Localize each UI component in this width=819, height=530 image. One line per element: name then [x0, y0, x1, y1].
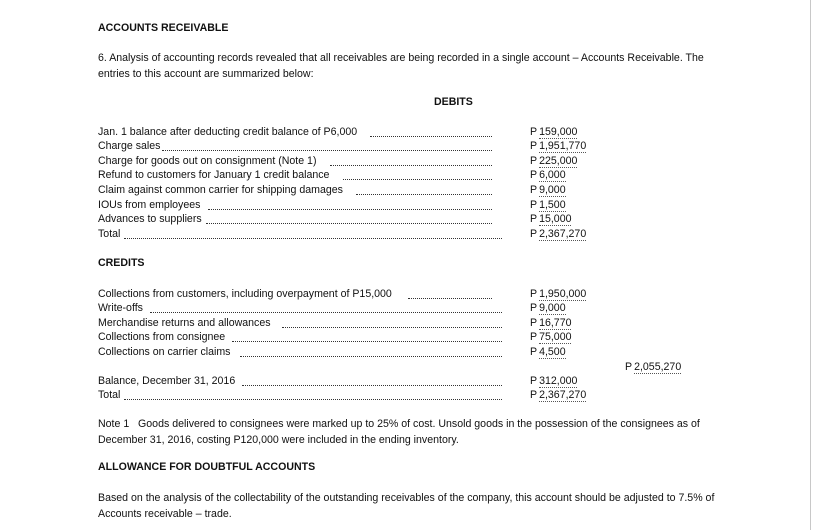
credit-amount: P 9,000 — [530, 302, 566, 314]
intro-paragraph: 6. Analysis of accounting records revealed that all receivables are being recorded in a single account – Accounts Receivable. The entries to this account are summarized below: — [98, 52, 704, 80]
credit-amount: P 4,500 — [530, 346, 566, 358]
debit-row — [98, 125, 492, 139]
debit-label: Charge for goods out on consignment (Note 1) — [98, 155, 317, 167]
debit-amount: P 9,000 — [530, 184, 566, 196]
credit-total-label: Total — [98, 389, 121, 401]
credit-amount: P 16,770 — [530, 317, 572, 329]
debits-heading: DEBITS — [434, 96, 473, 108]
credit-row — [98, 301, 502, 315]
debit-amount: P 159,000 — [530, 126, 578, 138]
debit-label: Advances to suppliers — [98, 213, 202, 225]
credit-total-amount: P 2,367,270 — [530, 389, 587, 401]
debit-amount: P 225,000 — [530, 155, 578, 167]
debit-amount: P 1,500 — [530, 199, 566, 211]
credit-total-row — [98, 388, 502, 402]
balance-amount: P 312,000 — [530, 375, 578, 387]
debit-row — [98, 168, 492, 182]
debit-label: Refund to customers for January 1 credit balance — [98, 169, 330, 181]
debit-total-label: Total — [98, 228, 121, 240]
debit-row — [98, 212, 492, 226]
debit-row — [98, 198, 492, 212]
debit-label: IOUs from employees — [98, 199, 201, 211]
debit-label: Claim against common carrier for shipping damages — [98, 184, 343, 196]
debit-amount: P 6,000 — [530, 169, 566, 181]
debit-label: Jan. 1 balance after deducting credit balance of P6,000 — [98, 126, 358, 138]
balance-row — [98, 374, 502, 388]
credits-subtotal-amount: P 2,055,270 — [625, 361, 682, 373]
allowance-paragraph: Based on the analysis of the collectability of the outstanding receivables of the company, this account should be adjusted to 7.5% of Accounts receivable – trade. — [98, 492, 715, 520]
credit-amount: P 75,000 — [530, 331, 572, 343]
credit-label: Collections on carrier claims — [98, 346, 231, 358]
credit-row — [98, 316, 502, 330]
debit-label: Charge sales — [98, 140, 161, 152]
credit-label: Collections from consignee — [98, 331, 226, 343]
debit-total-amount: P 2,367,270 — [530, 228, 587, 240]
credit-label: Write-offs — [98, 302, 143, 314]
balance-label: Balance, December 31, 2016 — [98, 375, 236, 387]
credit-label: Collections from customers, including overpayment of P15,000 — [98, 288, 392, 300]
debit-row — [98, 183, 492, 197]
credit-amount: P 1,950,000 — [530, 288, 587, 300]
note-1: Note 1 Goods delivered to consignees were marked up to 25% of cost. Unsold goods in the possession of the consignees as of December 31, 2016, costing P120,000 were included in the ending inventory. — [98, 418, 703, 446]
debit-row — [98, 139, 492, 153]
debit-row — [98, 154, 492, 168]
credit-row — [98, 287, 492, 301]
debit-amount: P 15,000 — [530, 213, 572, 225]
credit-row — [98, 330, 502, 344]
credit-row — [98, 345, 502, 359]
allowance-heading: ALLOWANCE FOR DOUBTFUL ACCOUNTS — [98, 461, 316, 473]
credits-heading: CREDITS — [98, 257, 145, 269]
debit-amount: P 1,951,770 — [530, 140, 587, 152]
section-title: ACCOUNTS RECEIVABLE — [98, 22, 229, 34]
debit-total-row — [98, 227, 502, 241]
credit-label: Merchandise returns and allowances — [98, 317, 271, 329]
